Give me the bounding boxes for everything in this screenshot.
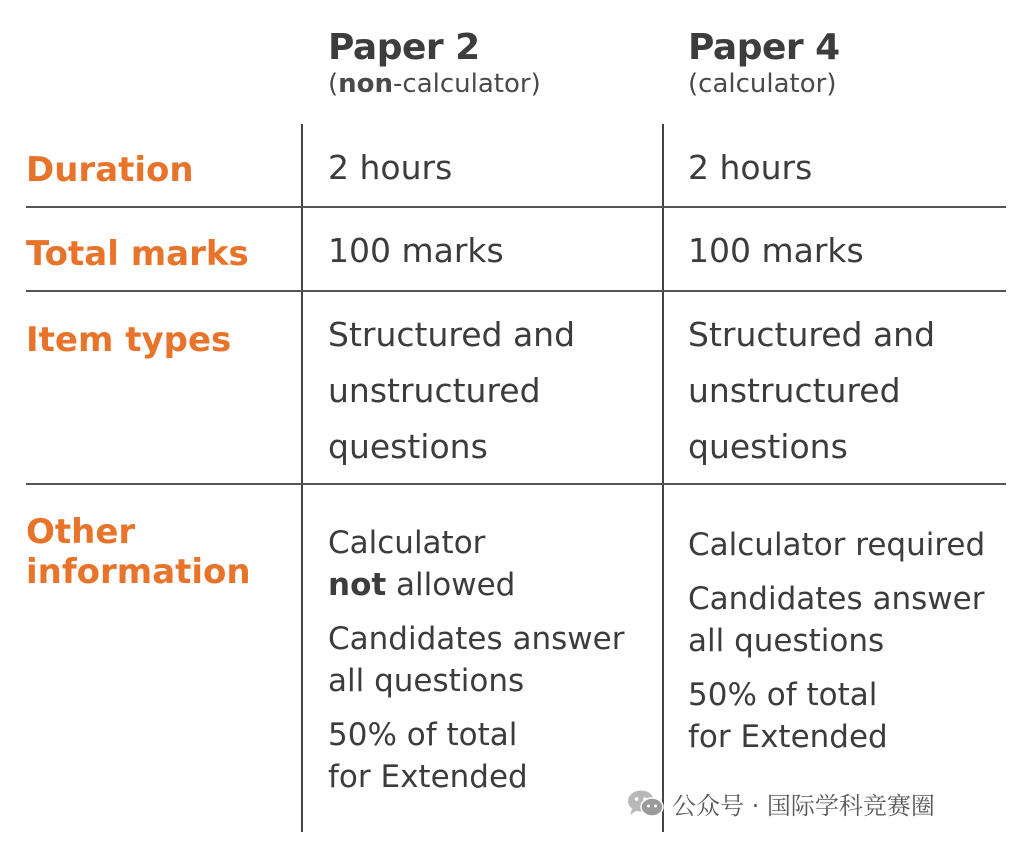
paper-4-duration: 2 hours [688, 148, 813, 187]
paper-4-weight-line: for Extended [688, 719, 888, 755]
paper-4-subtitle-text: (calculator) [688, 69, 837, 99]
paper-2-calculator-note [328, 522, 624, 606]
paper-4-total-marks: 100 marks [688, 231, 864, 270]
paper-2-subtitle-bold: non [338, 69, 394, 99]
watermark-text: 公众号 · 国际学科竞赛圈 [672, 792, 935, 820]
paper-2-header [328, 28, 541, 100]
duration-label: Duration [26, 150, 194, 190]
paper-2-other-information [328, 522, 624, 810]
paper-4-title: Paper 4 [688, 27, 840, 68]
paper-4-answer-line: all questions [688, 623, 885, 659]
paper-2-answer-line: Candidates answer [328, 621, 625, 657]
row-divider-1 [26, 206, 1006, 208]
other-information-label-line: Other [26, 512, 136, 552]
paper-2-calculator-text: Calculator [328, 525, 486, 561]
paper-2-answer-note [328, 618, 624, 702]
paper-4-other-information [688, 524, 985, 770]
paper-4-answer-note [688, 578, 985, 662]
paper-4-calculator-note: Calculator required [688, 527, 986, 563]
paper-2-item-types [328, 307, 575, 475]
paper-2-subtitle-open: ( [328, 69, 339, 99]
other-information-label-line: information [26, 552, 251, 592]
other-information-label [26, 512, 251, 592]
paper-2-weight-note [328, 714, 624, 798]
column-divider-2 [662, 124, 664, 832]
paper-2-item-types-line: questions [328, 427, 488, 466]
paper-2-subtitle [328, 68, 541, 100]
paper-2-answer-line: all questions [328, 663, 525, 699]
paper-2-item-types-line: Structured and [328, 315, 576, 354]
paper-2-total-marks: 100 marks [328, 231, 504, 270]
paper-4-item-types-line: Structured and [688, 315, 936, 354]
watermark [626, 786, 935, 821]
paper-4-item-types-line: questions [688, 427, 848, 466]
paper-2-calculator-not: not [328, 567, 387, 603]
paper-2-duration: 2 hours [328, 148, 453, 187]
total-marks-label: Total marks [26, 234, 249, 274]
paper-4-item-types [688, 307, 935, 475]
wechat-icon [626, 789, 666, 819]
paper-4-header [688, 28, 840, 100]
paper-4-answer-line: Candidates answer [688, 581, 985, 617]
column-divider-1 [301, 124, 303, 832]
paper-2-weight-line: 50% of total [328, 717, 518, 753]
paper-4-item-types-line: unstructured [688, 371, 901, 410]
paper-2-subtitle-rest: -calculator) [393, 69, 541, 99]
row-divider-3 [26, 483, 1006, 485]
row-divider-2 [26, 290, 1006, 292]
paper-4-subtitle [688, 68, 840, 100]
paper-2-weight-line: for Extended [328, 759, 528, 795]
paper-2-title: Paper 2 [328, 27, 480, 68]
item-types-label: Item types [26, 320, 232, 360]
paper-4-weight-note [688, 674, 985, 758]
paper-2-calculator-allowed: allowed [386, 567, 516, 603]
paper-2-item-types-line: unstructured [328, 371, 541, 410]
paper-4-weight-line: 50% of total [688, 677, 878, 713]
